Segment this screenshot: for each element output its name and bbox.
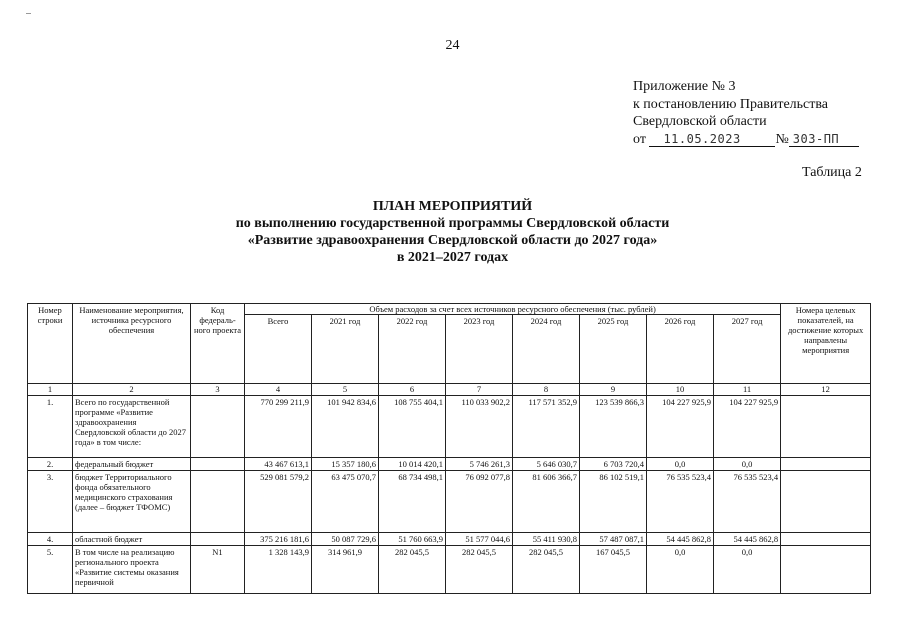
header-name: Наименование мероприятия, источника ресурсного обеспечения xyxy=(73,304,191,384)
row-code xyxy=(191,396,245,458)
row-name: В том числе на реализацию регионального проекта «Развитие системы оказания первичной xyxy=(73,546,191,594)
row-value: 314 961,9 xyxy=(312,546,379,594)
header-year: 2023 год xyxy=(446,315,513,384)
document-title xyxy=(0,198,905,266)
row-value: 43 467 613,1 xyxy=(245,458,312,471)
column-number: 8 xyxy=(513,384,580,396)
table-row xyxy=(28,546,871,594)
row-value: 375 216 181,6 xyxy=(245,533,312,546)
table-row xyxy=(28,396,871,458)
column-number: 6 xyxy=(379,384,446,396)
column-number: 2 xyxy=(73,384,191,396)
header-year: 2025 год xyxy=(580,315,647,384)
appendix-line-1: Приложение № 3 xyxy=(633,79,736,94)
row-code: N1 xyxy=(191,546,245,594)
title-line-3: «Развитие здравоохранения Свердловской области до 2027 года» xyxy=(247,233,658,248)
row-value: 15 357 180,6 xyxy=(312,458,379,471)
row-targets xyxy=(781,533,871,546)
header-code: Код федераль-ного проекта xyxy=(191,304,245,384)
column-number-row xyxy=(28,384,871,396)
column-number: 7 xyxy=(446,384,513,396)
number-prefix: № xyxy=(775,131,789,147)
row-value: 0,0 xyxy=(714,546,781,594)
row-value: 68 734 498,1 xyxy=(379,471,446,533)
scan-mark xyxy=(26,13,31,14)
row-targets xyxy=(781,546,871,594)
header-year: 2021 год xyxy=(312,315,379,384)
row-value: 54 445 862,8 xyxy=(647,533,714,546)
table-row xyxy=(28,533,871,546)
row-value: 81 606 366,7 xyxy=(513,471,580,533)
title-line-1: ПЛАН МЕРОПРИЯТИЙ xyxy=(372,199,533,214)
row-value: 50 087 729,6 xyxy=(312,533,379,546)
column-number: 11 xyxy=(714,384,781,396)
row-number: 1. xyxy=(28,396,73,458)
row-value: 104 227 925,9 xyxy=(647,396,714,458)
row-number: 2. xyxy=(28,458,73,471)
row-value: 76 535 523,4 xyxy=(714,471,781,533)
date-value: 11.05.2023 xyxy=(649,132,775,147)
column-number: 4 xyxy=(245,384,312,396)
row-value: 0,0 xyxy=(647,546,714,594)
row-value: 76 535 523,4 xyxy=(647,471,714,533)
table-label: Таблица 2 xyxy=(802,165,862,180)
row-value: 104 227 925,9 xyxy=(714,396,781,458)
row-value: 529 081 579,2 xyxy=(245,471,312,533)
column-number: 3 xyxy=(191,384,245,396)
column-number: 1 xyxy=(28,384,73,396)
appendix-line-2: к постановлению Правительства xyxy=(633,96,829,112)
row-value: 57 487 087,1 xyxy=(580,533,647,546)
row-value: 101 942 834,6 xyxy=(312,396,379,458)
title-line-4: в 2021–2027 годах xyxy=(396,250,509,265)
row-value: 123 539 866,3 xyxy=(580,396,647,458)
page-number: 24 xyxy=(445,38,460,53)
number-value: 303-ПП xyxy=(789,132,859,147)
row-value: 6 703 720,4 xyxy=(580,458,647,471)
row-name: Всего по государственной программе «Развитие здравоохранения Свердловской области до 2027 года» в том числе: xyxy=(73,396,191,458)
row-value: 54 445 862,8 xyxy=(714,533,781,546)
header-year: 2024 год xyxy=(513,315,580,384)
row-value: 51 577 044,6 xyxy=(446,533,513,546)
row-targets xyxy=(781,458,871,471)
appendix-date-line xyxy=(633,131,859,149)
header-volume: Объем расходов за счет всех источников ресурсного обеспечения (тыс. рублей) xyxy=(245,304,781,315)
row-targets xyxy=(781,396,871,458)
row-value: 5 746 261,3 xyxy=(446,458,513,471)
plan-table xyxy=(27,303,871,594)
row-value: 63 475 070,7 xyxy=(312,471,379,533)
column-number: 12 xyxy=(781,384,871,396)
column-number: 10 xyxy=(647,384,714,396)
header-year: 2022 год xyxy=(379,315,446,384)
row-code xyxy=(191,533,245,546)
appendix-line-3: Свердловской области xyxy=(633,114,767,129)
row-value: 108 755 404,1 xyxy=(379,396,446,458)
row-value: 76 092 077,8 xyxy=(446,471,513,533)
appendix-block xyxy=(633,78,859,148)
row-value: 0,0 xyxy=(714,458,781,471)
row-value: 110 033 902,2 xyxy=(446,396,513,458)
header-year: 2026 год xyxy=(647,315,714,384)
row-targets xyxy=(781,471,871,533)
row-name: федеральный бюджет xyxy=(73,458,191,471)
row-code xyxy=(191,458,245,471)
row-value: 86 102 519,1 xyxy=(580,471,647,533)
row-name: бюджет Территориального фонда обязательного медицинского страхования (далее – бюджет ТФОМС) xyxy=(73,471,191,533)
row-value: 282 045,5 xyxy=(379,546,446,594)
row-value: 282 045,5 xyxy=(446,546,513,594)
row-value: 51 760 663,9 xyxy=(379,533,446,546)
row-name: областной бюджет xyxy=(73,533,191,546)
row-value: 1 328 143,9 xyxy=(245,546,312,594)
title-line-2: по выполнению государственной программы Свердловской области xyxy=(235,216,670,231)
row-value: 55 411 930,8 xyxy=(513,533,580,546)
row-value: 282 045,5 xyxy=(513,546,580,594)
row-value: 5 646 030,7 xyxy=(513,458,580,471)
row-code xyxy=(191,471,245,533)
row-value: 0,0 xyxy=(647,458,714,471)
column-number: 5 xyxy=(312,384,379,396)
row-value: 770 299 211,9 xyxy=(245,396,312,458)
row-number: 4. xyxy=(28,533,73,546)
table-row xyxy=(28,471,871,533)
column-number: 9 xyxy=(580,384,647,396)
row-value: 167 045,5 xyxy=(580,546,647,594)
row-value: 10 014 420,1 xyxy=(379,458,446,471)
row-number: 3. xyxy=(28,471,73,533)
header-year: 2027 год xyxy=(714,315,781,384)
table-row xyxy=(28,458,871,471)
header-row xyxy=(28,304,871,315)
date-prefix: от xyxy=(633,131,646,147)
header-row-number: Номер строки xyxy=(28,304,73,384)
header-total: Всего xyxy=(245,315,312,384)
header-targets: Номера целевых показателей, на достижение которых направлены мероприятия xyxy=(781,304,871,384)
row-value: 117 571 352,9 xyxy=(513,396,580,458)
row-number: 5. xyxy=(28,546,73,594)
